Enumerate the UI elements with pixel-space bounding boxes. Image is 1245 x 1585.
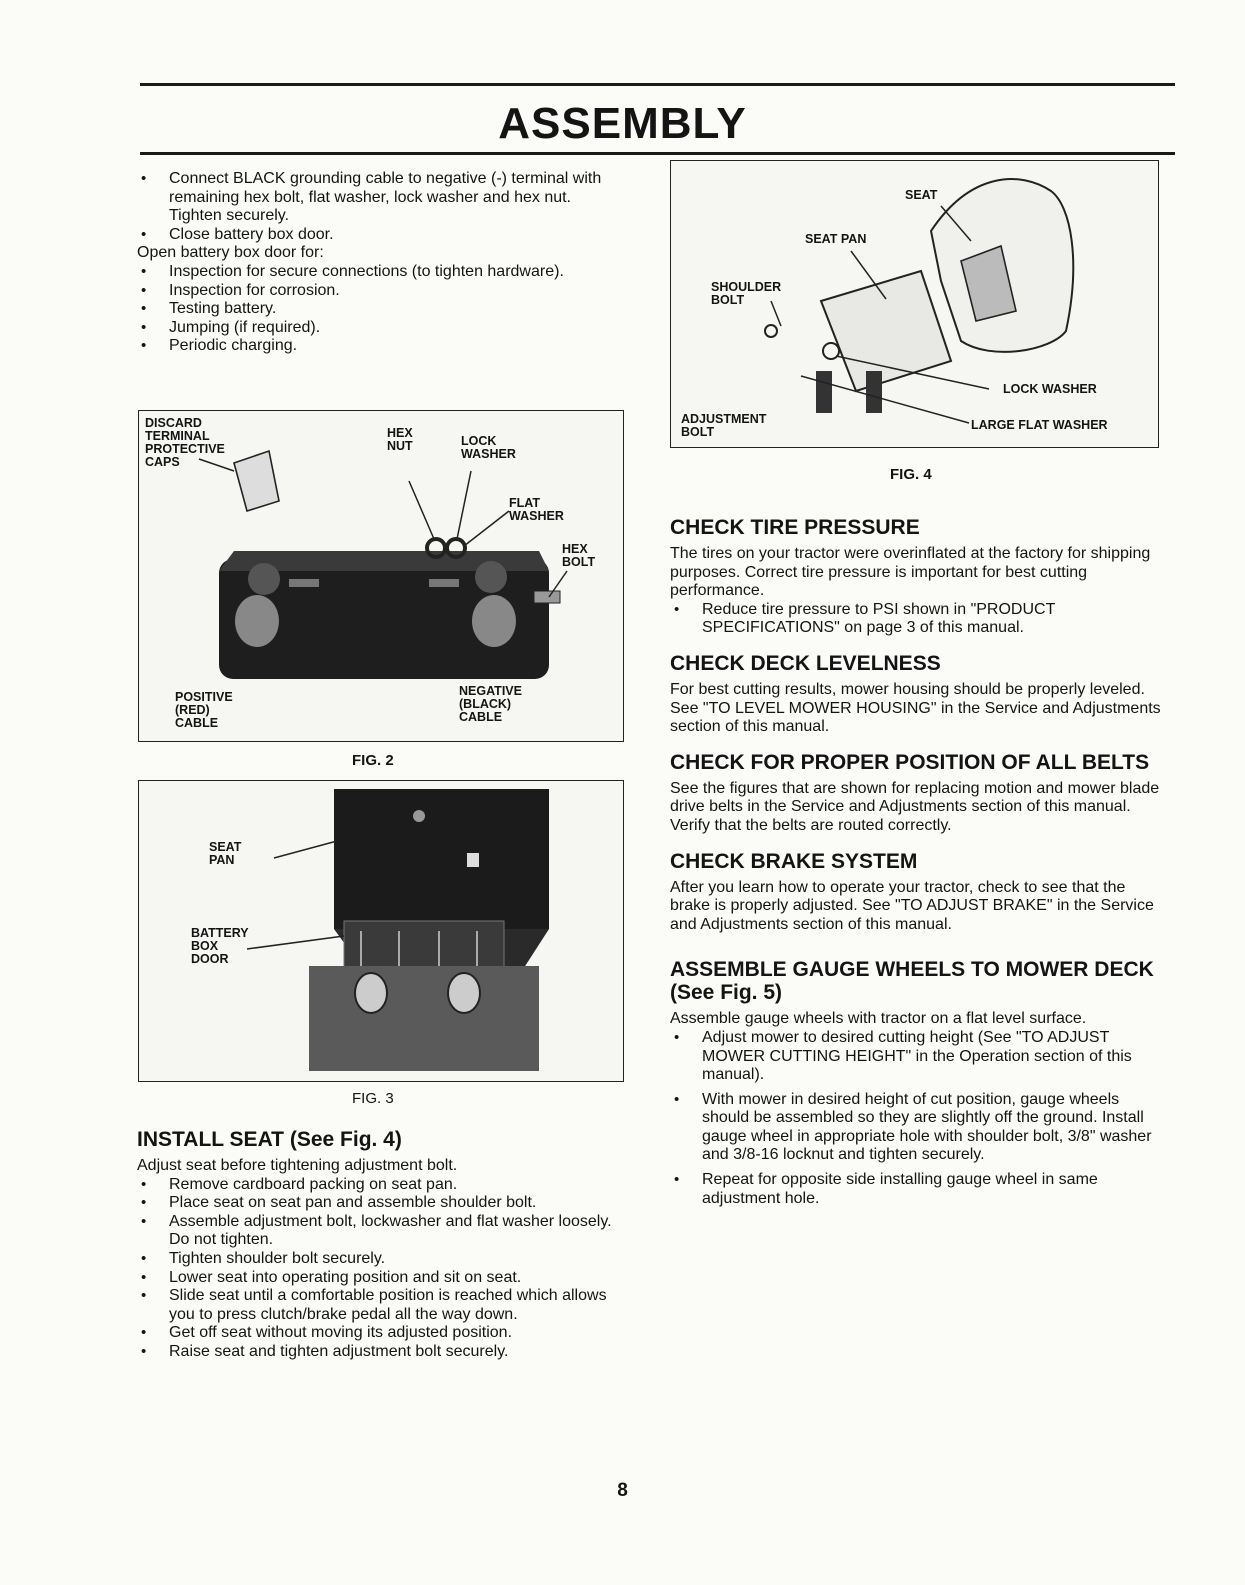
install-seat-heading: INSTALL SEAT (See Fig. 4) — [137, 1128, 402, 1151]
list-item: • Slide seat until a comfortable position is reached which allows you to press clutch/brake pedal all the way down. — [137, 1287, 627, 1324]
list-item: • Adjust mower to desired cutting height (See "TO ADJUST MOWER CUTTING HEIGHT" in the Operation section of this manual). — [670, 1029, 1168, 1085]
list-item: • With mower in desired height of cut position, gauge wheels should be assembled so they are slightly off the ground. Install gauge wheel in appropriate hole with shoulder bolt, 3/8" washer and 3/8-16 locknut and tighten securely. — [670, 1091, 1168, 1165]
figure-2-caption: FIG. 2 — [352, 752, 394, 769]
belts-heading: CHECK FOR PROPER POSITION OF ALL BELTS — [670, 750, 1150, 774]
gauge-wheels-steps — [670, 1029, 1168, 1208]
list-item: • Place seat on seat pan and assemble shoulder bolt. — [137, 1194, 627, 1213]
list-item: • Raise seat and tighten adjustment bolt securely. — [137, 1343, 627, 1362]
list-item: • Repeat for opposite side installing gauge wheel in same adjustment hole. — [670, 1171, 1168, 1208]
label-lock-washer: LOCK WASHER — [1003, 382, 1097, 396]
label-hex-nut: HEX NUT — [387, 426, 413, 453]
list-item: • Remove cardboard packing on seat pan. — [137, 1176, 627, 1195]
list-item: • Periodic charging. — [137, 337, 627, 356]
install-seat-steps — [137, 1176, 627, 1362]
install-seat-intro: Adjust seat before tightening adjustment bolt. — [137, 1157, 458, 1174]
list-item: • Tighten shoulder bolt securely. — [137, 1250, 627, 1269]
list-item: • Reduce tire pressure to PSI shown in "PRODUCT SPECIFICATIONS" on page 3 of this manual. — [670, 601, 1168, 638]
header-rule-top — [140, 83, 1175, 86]
label-large-flat-washer: LARGE FLAT WASHER — [971, 418, 1108, 432]
figure-4-caption: FIG. 4 — [890, 466, 932, 483]
gauge-wheels-heading: ASSEMBLE GAUGE WHEELS TO MOWER DECK (See Fig. 5) — [670, 958, 1154, 1005]
list-item: • Connect BLACK grounding cable to negative (-) terminal with remaining hex bolt, flat washer, lock washer and hex nut. Tighten securely. — [137, 170, 627, 226]
deck-levelness-text: For best cutting results, mower housing should be properly leveled. See "TO LEVEL MOWER HOUSING" in the Service and Adjustments section of this manual. — [670, 680, 1161, 736]
label-shoulder-bolt: SHOULDER BOLT — [711, 280, 782, 307]
list-item: • Assemble adjustment bolt, lockwasher and flat washer loosely. Do not tighten. — [137, 1213, 627, 1250]
list-item: • Testing battery. — [137, 300, 627, 319]
label-seat: SEAT — [905, 188, 938, 202]
battery-door-list — [137, 263, 627, 356]
left-column — [137, 170, 627, 356]
label-discard-caps: DISCARD TERMINAL PROTECTIVE CAPS — [145, 416, 225, 469]
brake-text: After you learn how to operate your tractor, check to see that the brake is properly adjusted. See "TO ADJUST BRAKE" in the Service and Adjustments section of this manual. — [670, 878, 1154, 933]
page-title: ASSEMBLY — [498, 99, 747, 148]
label-lock-washer: LOCK WASHER — [461, 434, 516, 461]
figure-3-caption: FIG. 3 — [352, 1090, 394, 1107]
battery-steps-list — [137, 170, 627, 244]
gauge-wheels-intro: Assemble gauge wheels with tractor on a flat level surface. — [670, 1010, 1087, 1028]
label-adjustment-bolt: ADJUSTMENT BOLT — [681, 412, 767, 439]
deck-levelness-heading: CHECK DECK LEVELNESS — [670, 651, 941, 675]
page-number: 8 — [617, 1480, 628, 1501]
figure-4-seat-assembly — [670, 160, 1159, 448]
list-item: • Inspection for corrosion. — [137, 282, 627, 301]
battery-door-intro: Open battery box door for: — [137, 244, 324, 262]
right-column — [670, 516, 1168, 1208]
label-negative-cable: NEGATIVE (BLACK) CABLE — [459, 684, 522, 724]
list-item: • Jumping (if required). — [137, 319, 627, 338]
list-item: • Lower seat into operating position and sit on seat. — [137, 1269, 627, 1288]
label-positive-cable: POSITIVE (RED) CABLE — [175, 690, 233, 730]
list-item: • Inspection for secure connections (to tighten hardware). — [137, 263, 627, 282]
brake-heading: CHECK BRAKE SYSTEM — [670, 849, 918, 873]
figure-2-battery-terminals — [138, 410, 624, 742]
label-hex-bolt: HEX BOLT — [562, 542, 596, 569]
tire-pressure-heading: CHECK TIRE PRESSURE — [670, 516, 920, 539]
figure-3-seat-pan — [138, 780, 624, 1082]
tire-pressure-list — [670, 601, 1168, 638]
tire-pressure-text: The tires on your tractor were overinflated at the factory for shipping purposes. Correct tire pressure is important for best cutting performance. — [670, 545, 1151, 600]
label-battery-box-door: BATTERY BOX DOOR — [191, 926, 249, 966]
list-item: • Close battery box door. — [137, 226, 627, 245]
label-seat-pan: SEAT PAN — [805, 232, 867, 246]
install-seat-section — [137, 1128, 627, 1362]
belts-text: See the figures that are shown for replacing motion and mower blade drive belts in the Service and Adjustments section of this manual. Verify that the belts are routed correctly. — [670, 779, 1160, 834]
header-rule-bottom — [140, 152, 1175, 155]
list-item: • Get off seat without moving its adjusted position. — [137, 1324, 627, 1343]
label-flat-washer: FLAT WASHER — [509, 496, 564, 523]
label-seat-pan: SEAT PAN — [209, 840, 242, 867]
